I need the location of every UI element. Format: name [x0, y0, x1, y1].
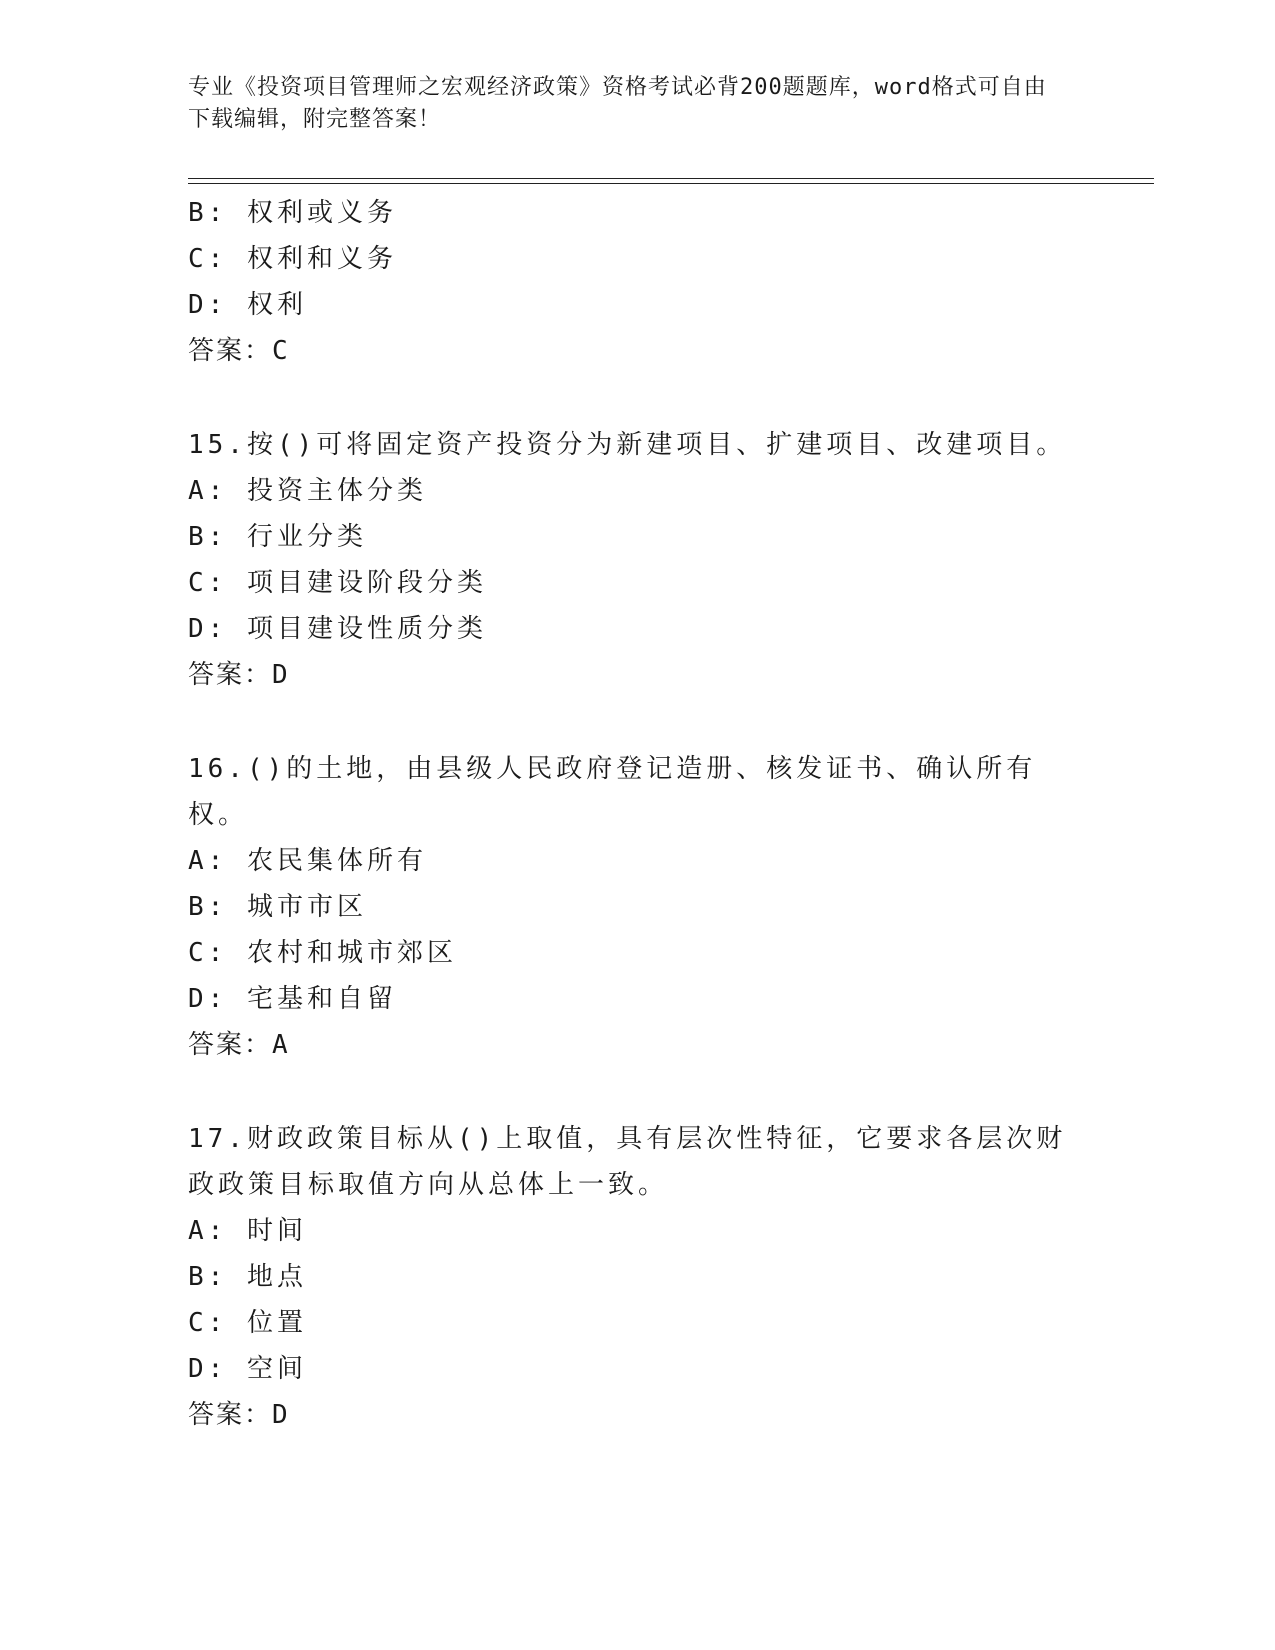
- header-divider-top: [188, 178, 1154, 179]
- option: A: 农民集体所有: [188, 846, 427, 876]
- question-15: [188, 422, 1088, 698]
- option: D: 宅基和自留: [188, 984, 397, 1014]
- question-stem: 17.财政政策目标从()上取值，具有层次性特征，它要求各层次财政政策目标取值方向从总体上一致。: [188, 1124, 1067, 1200]
- option: B: 城市市区: [188, 892, 367, 922]
- option: C: 位置: [188, 1308, 307, 1338]
- question-17: [188, 1116, 1088, 1438]
- answer-line: 答案：C: [188, 336, 290, 366]
- option: A: 投资主体分类: [188, 476, 427, 506]
- question-list: [188, 190, 1088, 1438]
- partial-question: [188, 190, 1088, 374]
- header-divider-bottom: [188, 183, 1154, 184]
- option: B: 行业分类: [188, 522, 367, 552]
- option: B: 地点: [188, 1262, 307, 1292]
- option: C: 农村和城市郊区: [188, 938, 457, 968]
- option: C: 权利和义务: [188, 244, 397, 274]
- answer-line: 答案：A: [188, 1030, 290, 1060]
- option: B: 权利或义务: [188, 198, 397, 228]
- question-16: [188, 746, 1088, 1068]
- answer-line: 答案：D: [188, 660, 290, 690]
- option: A: 时间: [188, 1216, 307, 1246]
- answer-line: 答案：D: [188, 1400, 290, 1430]
- option: D: 空间: [188, 1354, 307, 1384]
- option: D: 项目建设性质分类: [188, 614, 487, 644]
- option: D: 权利: [188, 290, 307, 320]
- option: C: 项目建设阶段分类: [188, 568, 487, 598]
- question-stem: 15.按()可将固定资产投资分为新建项目、扩建项目、改建项目。: [188, 430, 1067, 460]
- document-header: 专业《投资项目管理师之宏观经济政策》资格考试必背200题题库，word格式可自由下载编辑，附完整答案！: [188, 75, 1047, 132]
- question-stem: 16.()的土地，由县级人民政府登记造册、核发证书、确认所有权。: [188, 754, 1037, 830]
